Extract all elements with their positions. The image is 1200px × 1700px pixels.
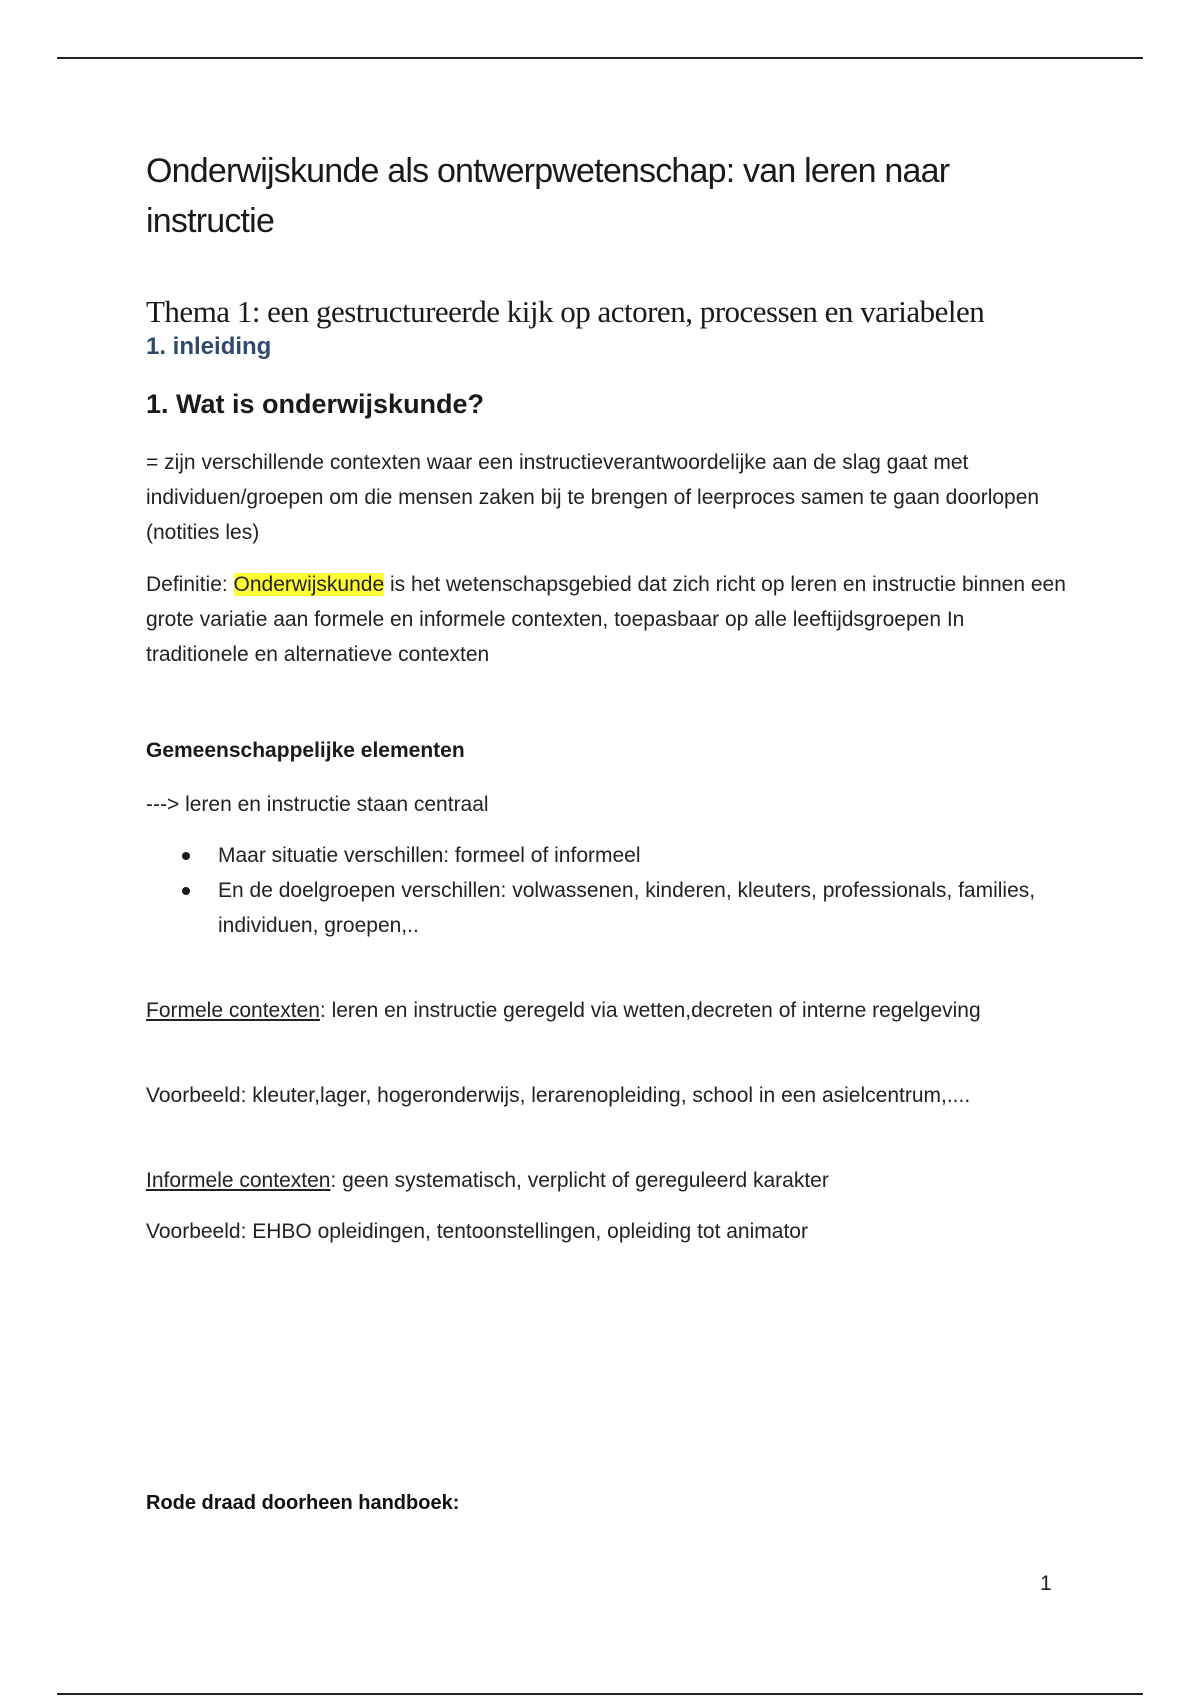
list-item [146, 873, 1066, 943]
bullet-icon [182, 852, 190, 860]
informal-example-paragraph: Voorbeeld: EHBO opleidingen, tentoonstellingen, opleiding tot animator [146, 1220, 808, 1243]
bullet-list [146, 838, 1066, 943]
bullet-icon [182, 887, 190, 895]
arrow-line: ---> leren en instructie staan centraal [146, 793, 489, 816]
formal-contexts-text: : leren en instructie geregeld via wetten,decreten of interne regelgeving [319, 999, 981, 1022]
definition-highlight: Onderwijskunde [233, 573, 385, 596]
informal-contexts-paragraph [146, 1163, 1066, 1198]
formal-example-paragraph: Voorbeeld: kleuter,lager, hogeronderwijs, lerarenopleiding, school in een asielcentrum,.... [146, 1084, 971, 1107]
bullet-text: En de doelgroepen verschillen: volwassenen, kinderen, kleuters, professionals, families, individuen, groepen,.. [218, 879, 1036, 937]
intro-paragraph: = zijn verschillende contexten waar een instructieverantwoordelijke aan de slag gaat met individuen/groepen om die mensen zaken bij te brengen of leerproces samen te gaan doorlopen (notities les) [146, 451, 1040, 544]
formal-contexts-label: Formele contexten [146, 999, 320, 1022]
common-elements-heading: Gemeenschappelijke elementen [146, 739, 465, 762]
section-number-heading: 1. inleiding [146, 333, 272, 360]
theme-title: Thema 1: een gestructureerde kijk op actoren, processen en variabelen [146, 294, 985, 329]
red-thread-heading: Rode draad doorheen handboek: [146, 1492, 460, 1514]
top-rule [57, 57, 1143, 59]
definition-text: is het wetenschapsgebied dat zich richt op leren en instructie binnen een grote variatie aan formele en informele contexten, toepasbaar op alle leeftijdsgroepen In traditionele en alternatieve contexten [146, 573, 1066, 666]
section-heading: 1. Wat is onderwijskunde? [146, 389, 485, 419]
document-title: Onderwijskunde als ontwerpwetenschap: van leren naar instructie [146, 152, 950, 240]
page-number: 1 [1040, 1572, 1052, 1595]
definition-prefix: Definitie: [146, 573, 234, 596]
definition-paragraph [146, 567, 1066, 672]
list-item [146, 838, 1066, 873]
bottom-rule [57, 1693, 1143, 1695]
bullet-text: Maar situatie verschillen: formeel of informeel [218, 844, 641, 867]
formal-contexts-paragraph [146, 993, 1066, 1028]
informal-contexts-label: Informele contexten [146, 1169, 331, 1192]
informal-contexts-text: : geen systematisch, verplicht of gereguleerd karakter [330, 1169, 829, 1192]
